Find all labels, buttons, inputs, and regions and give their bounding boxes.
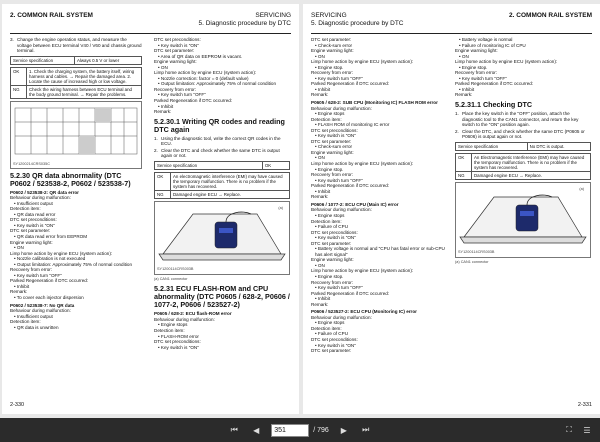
detail-line: • ON bbox=[14, 245, 24, 251]
detail-line: Engine warning light: bbox=[311, 48, 354, 54]
detail-line: • QR data read error bbox=[14, 211, 56, 217]
detail-line: • Failure of CPU bbox=[315, 224, 349, 230]
detail-line: • Engine stop. bbox=[459, 64, 488, 70]
spec-table: Service specification No DTC is output. bbox=[455, 142, 591, 151]
next-page-icon[interactable]: ▶ bbox=[340, 425, 347, 435]
detail-line: DTC set parameter: bbox=[311, 37, 352, 42]
page-right bbox=[303, 4, 600, 414]
detail-line: DTC set preconditions: bbox=[311, 229, 358, 235]
detail-line: • Key switch is "ON" bbox=[158, 344, 199, 350]
last-page-icon[interactable]: ⏭ bbox=[362, 425, 370, 434]
detail-line: • Key switch turn "OFF" bbox=[158, 92, 206, 98]
detail-line: • Key switch is "ON" bbox=[315, 235, 356, 241]
connector-pinout-graphic bbox=[11, 102, 141, 168]
left-column-1: 3. Change the engine operation status, and measure the voltage between ECU terminal V40 / V60 and chassis ground terminal. Service specification Always 0.5 V or lower OK 1. Check the charging system, the battery itself, wiring harness and cables. → Repair the damaged area. 2. Locate the cause of increased high or low voltage. NG Check the wiring harness between ECU terminal and the body ground terminal. → Repair the problems. SY1200214CRS035C 5.2.30 QR data abnormality (DTC P0602 / 523538-2, P0602 / 523538-7) P0602 / 523538-2: QR data error Behaviour during malfunction: • Insufficient output Detection item: • QR data read error DTC set preconditions: • Key switch is "ON" DTC set parameter: • QR data read error from EEPROM Engine warning light: • ON Limp home action by engine ECU (system action): • Nozzle calibration is not executed • Output limitation: Approximately 75% of normal condition Recovery from error: • Key switch turn "OFF" Parked Regeneration if DTC occurred: • Inhibit Remark: • To cover each injector dispersion P0602 / 523538-7: No QR data Behaviour during malfunction: • Insufficient output Detection item: • QR data is unwritten bbox=[10, 37, 142, 330]
page-number-input[interactable]: 351 bbox=[271, 424, 309, 437]
detail-line: • Engine stops bbox=[315, 111, 345, 117]
detail-line: • Inhibit bbox=[315, 188, 331, 194]
dtc-title: P0606 / 1077-2: ECU CPU (Main IC) error bbox=[311, 201, 399, 207]
detail-line: • Insufficient output bbox=[14, 200, 53, 206]
result-table: OK An electromagnetic interference (EMI) may have caused the temporary malfunction. There is no problem if the system has recovered. NG Damaged engine ECU → Replace. bbox=[154, 172, 290, 199]
dtc-detail-list bbox=[311, 315, 447, 354]
detail-line: Engine warning light: bbox=[154, 59, 197, 65]
viewer-toolbar bbox=[0, 418, 600, 442]
detail-line: • FLASH ROM of monitoring IC error bbox=[315, 122, 390, 128]
detail-line: Remark: bbox=[455, 92, 473, 98]
detail-line: Detection item: bbox=[311, 218, 342, 224]
right-column-2: • Battery voltage is normal • Failure of monitoring IC of CPU Engine warning light: • ON Limp home action by engine ECU (system action): • Engine stop. Recovery from error: • Key switch turn "OFF" Parked Regeneration if DTC occurred: • Inhibit Remark: 5.2.31.1 Checking DTC 1. Place the key switch in the "OFF" position, attach the diagnostic tool to the CAN1 connector, and return the key switch to the "ON" position again. 2. Clear the DTC, and check whether the same DTC (P0605 or P0606) is output again or not. Service specification No DTC is output. OK An Electromagnetic Interference (EMI) may have caused the temporary malfunction. There is no problem if the system has recovered. NG Damaged engine ECU → Replace. (a) SY1200114CRS003B (a) CAN1 connector bbox=[455, 37, 591, 265]
figure-caption: SY1200114CRS003B bbox=[458, 250, 495, 255]
detail-line: Detection item: bbox=[10, 319, 41, 325]
detail-line: Limp home action by engine ECU (system action): bbox=[10, 250, 113, 256]
detail-line: Remark: bbox=[311, 92, 329, 98]
detail-line: • FLASH-ROM error bbox=[158, 333, 199, 339]
detail-line: Behaviour during malfunction: bbox=[311, 207, 372, 213]
dtc-title: P0605 / 628-2: SUB CPU (Monitoring IC) FLASH ROM error bbox=[311, 100, 438, 106]
detail-line: • Key switch turn "OFF" bbox=[315, 285, 363, 291]
section-heading: 5.2.30 QR data abnormality (DTC P0602 / 523538-2, P0602 / 523538-7) bbox=[10, 170, 131, 188]
dtc-detail-list bbox=[154, 317, 290, 350]
dtc-title: P0606 / 523527-2: ECU CPU (Monitoring IC) error bbox=[311, 309, 417, 315]
detail-line: Detection item: bbox=[10, 206, 41, 212]
page-left bbox=[2, 4, 299, 414]
page-header bbox=[311, 12, 592, 34]
detail-line: Limp home action by engine ECU (system action): bbox=[154, 70, 257, 76]
detail-line: Parked Regeneration if DTC occurred: bbox=[311, 183, 390, 189]
header-subtitle: 5. Diagnostic procedure by DTC bbox=[198, 19, 291, 27]
detail-line: • Key switch is "ON" bbox=[158, 42, 199, 48]
detail-line: • QR data read error from EEPROM bbox=[14, 234, 88, 240]
detail-line: Detection item: bbox=[311, 325, 342, 331]
detail-line: Limp home action by engine ECU (system action): bbox=[311, 161, 414, 167]
detail-line: Parked Regeneration if DTC occurred: bbox=[10, 278, 89, 284]
detail-line: • Key switch is "ON" bbox=[315, 133, 356, 139]
detail-line: • Failure of monitoring IC of CPU bbox=[459, 42, 526, 48]
detail-line: • Engine stop. bbox=[315, 64, 344, 70]
diagnostic-tool-figure bbox=[154, 201, 290, 275]
detail-line: DTC set preconditions: bbox=[154, 339, 201, 345]
figure-legend: (a) CAN1 connector bbox=[154, 276, 188, 281]
detail-line: • QR data is unwritten bbox=[14, 324, 59, 330]
detail-line: DTC set preconditions: bbox=[10, 217, 57, 223]
detail-line: • Failure of CPU bbox=[315, 331, 349, 337]
detail-line: • Area of QR data on EEPROM is vacant. bbox=[158, 53, 243, 59]
result-table: OK 1. Check the charging system, the battery itself, wiring harness and cables. → Repair the damaged area. 2. Locate the cause of increased high or low voltage. NG Check the wiring harness between ECU terminal and the body ground terminal. → Repair the problems. bbox=[10, 67, 142, 99]
detail-line: • Inhibit bbox=[14, 283, 30, 289]
prev-page-icon[interactable]: ◀ bbox=[253, 425, 260, 435]
detail-line: • Key switch is "ON" bbox=[315, 342, 356, 348]
detail-line: • Engine stop. bbox=[315, 273, 344, 279]
detail-line: • Key switch turn "OFF" bbox=[14, 272, 62, 278]
page-navigator bbox=[271, 424, 329, 437]
menu-icon[interactable]: ☰ bbox=[583, 425, 591, 435]
detail-line: DTC set preconditions: bbox=[154, 37, 201, 42]
detail-line: DTC set parameter: bbox=[10, 228, 51, 234]
detail-line: Recovery from error: bbox=[154, 86, 197, 92]
detail-line: Parked Regeneration if DTC occurred: bbox=[455, 81, 534, 87]
detail-line: • Key switch turn "OFF" bbox=[459, 75, 507, 81]
figure-legend: (a) CAN1 connector bbox=[455, 259, 489, 264]
detail-line: • Nozzle calibration is not executed bbox=[14, 256, 86, 262]
detail-line: Recovery from error: bbox=[455, 70, 498, 76]
callout-label: (a) bbox=[579, 186, 584, 191]
detail-line: Limp home action by engine ECU (system action): bbox=[311, 59, 414, 65]
page-total: / 796 bbox=[313, 426, 329, 434]
detail-line: Behaviour during malfunction: bbox=[311, 105, 372, 111]
dtc-title: P0605 / 628-2: ECU flash-ROM error bbox=[154, 311, 232, 317]
detail-line: Engine warning light: bbox=[455, 48, 498, 54]
detail-line: • Key switch is "ON" bbox=[14, 222, 55, 228]
detail-line: • Insufficient output bbox=[14, 313, 53, 319]
detail-line: Engine warning light: bbox=[311, 149, 354, 155]
detail-line: Engine warning light: bbox=[311, 257, 354, 263]
right-column-1 bbox=[311, 37, 447, 354]
detail-line: • Battery voltage is normal bbox=[459, 37, 513, 42]
detail-line: Recovery from error: bbox=[10, 267, 53, 273]
header-title: SERVICING bbox=[255, 12, 291, 19]
first-page-icon[interactable]: ⏮ bbox=[230, 425, 238, 434]
detail-line: Behaviour during malfunction: bbox=[311, 314, 372, 320]
detail-line: • Output limitation: Approximately 75% of normal condition bbox=[158, 81, 277, 87]
detail-line: • ON bbox=[459, 53, 469, 59]
detail-line: • ON bbox=[158, 64, 168, 70]
left-column-2: DTC set preconditions: • Key switch is "ON" DTC set parameter: • Area of QR data on EEPROM is vacant. Engine warning light: • ON Limp home action by engine ECU (system action): • Nozzle correction: factor = 0 (default value) • Output limitation: Approximately 75% of normal condition Recovery from error: • Key switch turn "OFF" Parked Regeneration if DTC occurred: • Inhibit Remark: 5.2.30.1 Writing QR codes and reading DTC again 1. Using the diagnostic tool, write the correct QR codes in the ECU. 2. Clear the DTC and check whether the same DTC is output again or not. Service specification OK OK An electromagnetic interference (EMI) may have caused the temporary malfunction. There is no problem if the system has recovered. NG Damaged engine ECU → Replace. (a) SY1200114CRS003B (a) CAN1 connector 5.2.31 ECU FLASH-ROM and CPU abnormality (DTC P0605 / 628-2, P0606 / 1077-2, P0606 / 523527-2) P0605 / 628-2: ECU flash-ROM error Behaviour during malfunction: • Engine stops Detection item: • FLASH-ROM error DTC set preconditions: • Key switch is "ON" bbox=[154, 37, 290, 350]
detail-line: • ON bbox=[315, 53, 325, 59]
dtc-detail-list bbox=[10, 308, 142, 330]
header-section: 2. COMMON RAIL SYSTEM bbox=[10, 12, 93, 19]
detail-line: Remark: bbox=[10, 289, 28, 295]
detail-line: • Key switch turn "OFF" bbox=[315, 177, 363, 183]
detail-line: Limp home action by engine ECU (system action): bbox=[311, 268, 414, 274]
detail-line: Remark: bbox=[311, 301, 329, 307]
dtc-detail-list bbox=[311, 106, 447, 200]
header-section: 2. COMMON RAIL SYSTEM bbox=[509, 12, 592, 19]
detail-line: Recovery from error: bbox=[311, 70, 354, 76]
detail-line: Detection item: bbox=[154, 328, 185, 334]
detail-line: Detection item: bbox=[311, 116, 342, 122]
detail-line: Engine warning light: bbox=[10, 239, 53, 245]
detail-line: Parked Regeneration if DTC occurred: bbox=[154, 98, 233, 104]
detail-line: Remark: bbox=[311, 194, 329, 200]
section-heading: 5.2.30.1 Writing QR codes and reading DTC again bbox=[154, 116, 285, 134]
detail-line: • ON bbox=[315, 155, 325, 161]
detail-line: • Inhibit bbox=[315, 296, 331, 302]
dtc-detail-list bbox=[311, 207, 447, 307]
detail-line: Parked Regeneration if DTC occurred: bbox=[311, 290, 390, 296]
result-table: OK An Electromagnetic Interference (EMI) may have caused the temporary malfunction. There is no problem if the system has recovered. NG Damaged engine ECU → Replace. bbox=[455, 153, 591, 180]
spec-table: Service specification OK bbox=[154, 161, 290, 170]
laptop-connector-graphic bbox=[456, 183, 590, 247]
dtc-detail-list bbox=[311, 37, 447, 98]
detail-line: • Key switch turn "OFF" bbox=[315, 75, 363, 81]
detail-line: DTC set preconditions: bbox=[311, 336, 358, 342]
detail-line: • Engine stops bbox=[315, 320, 345, 326]
detail-line: Behaviour during malfunction: bbox=[154, 316, 215, 322]
detail-line: • Nozzle correction: factor = 0 (default value) bbox=[158, 75, 249, 81]
dtc-detail-list bbox=[10, 195, 142, 300]
detail-line: • Engine stops bbox=[158, 322, 188, 328]
page-header bbox=[10, 12, 291, 34]
detail-line: • Engine stops bbox=[315, 212, 345, 218]
detail-line: DTC set parameter: bbox=[311, 348, 352, 354]
detail-line: Recovery from error: bbox=[311, 279, 354, 285]
detail-line: • ON bbox=[315, 262, 325, 268]
page-number: 2-331 bbox=[577, 402, 592, 408]
diagnostic-tool-figure bbox=[455, 182, 591, 258]
header-title: SERVICING bbox=[311, 12, 347, 19]
detail-line: • Output limitation: Approximately 75% of normal condition bbox=[14, 261, 133, 267]
detail-line: Behaviour during malfunction: bbox=[10, 308, 71, 314]
detail-line: Behaviour during malfunction: bbox=[10, 195, 71, 201]
detail-line: Recovery from error: bbox=[311, 172, 354, 178]
detail-line: DTC set parameter: bbox=[154, 48, 195, 54]
detail-line: DTC set parameter: bbox=[311, 138, 352, 144]
figure-caption: SY1200214CRS035C bbox=[13, 162, 50, 167]
spec-table: Service specification Always 0.5 V or lower bbox=[10, 56, 142, 65]
fullscreen-icon[interactable]: ⛶ bbox=[566, 425, 572, 434]
dtc-title: P0602 / 523538-2: QR data error bbox=[10, 189, 79, 195]
detail-line: • Check-sum error bbox=[315, 144, 353, 150]
dtc-title: P0602 / 523538-7: No QR data bbox=[10, 302, 75, 308]
detail-line: Parked Regeneration if DTC occurred: bbox=[311, 81, 390, 87]
detail-line: • Battery voltage is normal and "CPU has fatal error or sub-CPU has alert signal" bbox=[315, 246, 445, 257]
detail-line: • Engine stop. bbox=[315, 166, 344, 172]
laptop-connector-graphic bbox=[155, 202, 289, 264]
dtc-detail-list bbox=[455, 37, 591, 98]
dtc-detail-list bbox=[154, 37, 290, 115]
connector-diagram bbox=[10, 101, 142, 169]
section-heading: 5.2.31 ECU FLASH-ROM and CPU abnormality (DTC P0605 / 628-2, P0606 / 1077-2, P0606 / 523527-2) bbox=[154, 284, 290, 310]
detail-line: • To cover each injector dispersion bbox=[14, 295, 84, 301]
figure-caption: SY1200114CRS003B bbox=[157, 267, 194, 272]
callout-label: (a) bbox=[278, 205, 283, 210]
page-number: 2-330 bbox=[10, 402, 25, 408]
detail-line: • Inhibit bbox=[315, 86, 331, 92]
detail-line: DTC set preconditions: bbox=[311, 127, 358, 133]
detail-line: Remark: bbox=[154, 109, 172, 115]
detail-line: • Inhibit bbox=[158, 103, 174, 109]
section-heading: 5.2.31.1 Checking DTC bbox=[455, 100, 533, 110]
detail-line: • Check-sum error bbox=[315, 42, 353, 48]
detail-line: • Inhibit bbox=[459, 86, 475, 92]
detail-line: Limp home action by engine ECU (system action): bbox=[455, 59, 558, 65]
header-subtitle: 5. Diagnostic procedure by DTC bbox=[311, 19, 404, 27]
detail-line: DTC set parameter: bbox=[311, 240, 352, 246]
